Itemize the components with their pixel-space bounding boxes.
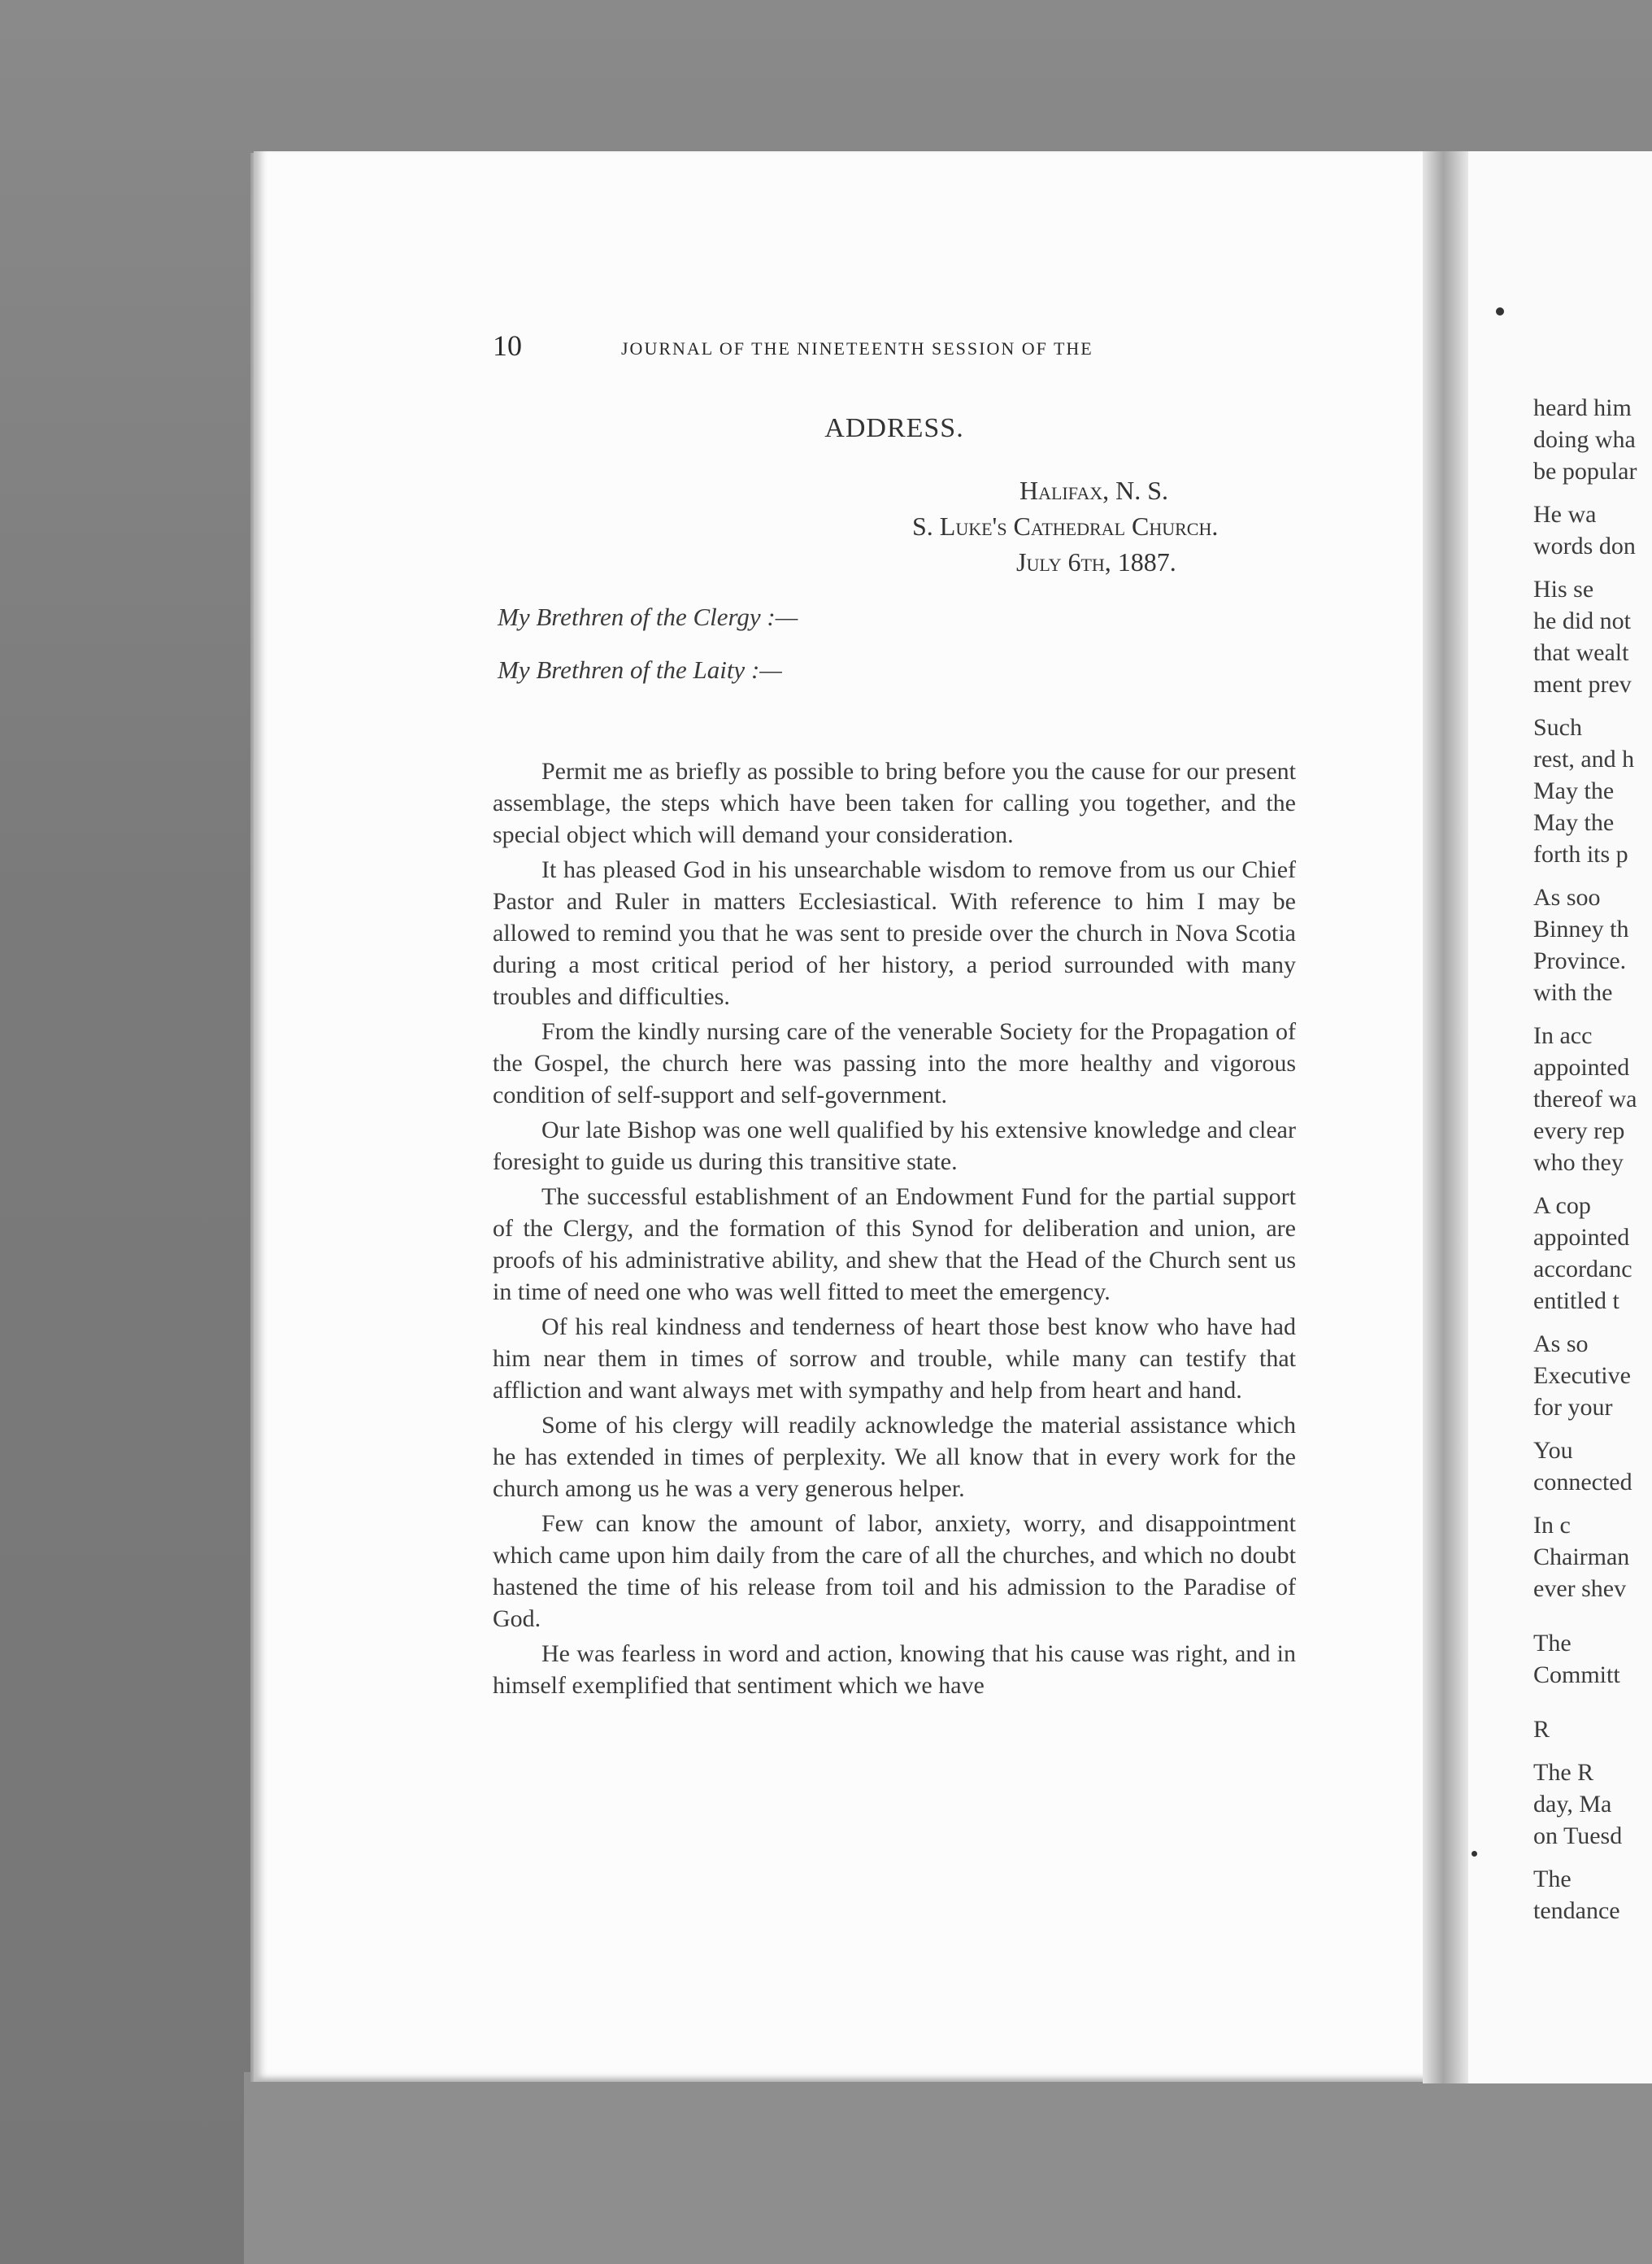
paragraph: Our late Bishop was one well qualified by his extensive knowledge and clear foresight to guide us during this transitive state. <box>493 1117 1296 1175</box>
right-page-line: May the <box>1533 777 1615 804</box>
right-page-line: rest, and h <box>1533 746 1635 773</box>
right-page-gap <box>1533 1317 1652 1328</box>
address-title: ADDRESS. <box>824 413 964 443</box>
right-page-line: The R <box>1533 1759 1594 1786</box>
paragraph: The successful establishment of an Endowment Fund for the partial support of the Clergy, and the formation of this Synod for deliberation and union, are proofs of his administrative ability, and shew that the Head of the Church sent us in time of need one who was well fitted to meet the emergency. <box>493 1183 1296 1305</box>
address-body <box>493 755 1296 1705</box>
right-page-line: he did not <box>1533 607 1631 634</box>
right-page-text-fragment <box>1533 392 1652 1927</box>
right-page-line: tendance <box>1533 1897 1620 1924</box>
right-page-line: forth its p <box>1533 841 1628 868</box>
place-line-church: S. Luke's Cathedral Church. <box>912 512 1219 541</box>
right-page-line: Chairman <box>1533 1543 1630 1570</box>
right-page-line: ever shev <box>1533 1575 1627 1602</box>
right-page-gap <box>1533 700 1652 712</box>
right-page-gap <box>1533 1423 1652 1435</box>
right-page-line: His se <box>1533 576 1594 603</box>
right-page-line: accordanc <box>1533 1256 1632 1282</box>
right-page-line: be popular <box>1533 458 1637 485</box>
right-page-line: day, Ma <box>1533 1791 1612 1818</box>
right-page-line: The <box>1533 1866 1572 1892</box>
right-page-line: You <box>1533 1437 1573 1464</box>
right-page-line: every rep <box>1533 1117 1625 1144</box>
right-page-line: May the <box>1533 809 1615 836</box>
right-page-gap <box>1533 1702 1652 1713</box>
paragraph: He was fearless in word and action, knowing that his cause was right, and in himself exemplified that sentiment which we have <box>493 1640 1296 1699</box>
paragraph: It has pleased God in his unsearchable wisdom to remove from us our Chief Pastor and Ruler in matters Ecclesiastical. With reference to him I may be allowed to remind you that he was sent to preside over the church in Nova Scotia during a most critical period of her history, a period surrounded with many troubles and difficulties. <box>493 856 1296 1010</box>
book-gutter <box>1423 151 1468 2083</box>
right-page-line: thereof wa <box>1533 1086 1637 1112</box>
right-page-line: connected <box>1533 1469 1632 1496</box>
right-page-line: on Tuesd <box>1533 1822 1623 1849</box>
right-page-gap <box>1533 1691 1652 1702</box>
right-page-line: appointed <box>1533 1054 1630 1081</box>
right-page-line: In acc <box>1533 1022 1593 1049</box>
right-page-line: Committ <box>1533 1661 1620 1688</box>
right-page <box>1468 151 1652 2083</box>
right-page-gap <box>1533 870 1652 882</box>
right-page-line: Executive <box>1533 1362 1631 1389</box>
right-page-line: with the <box>1533 979 1613 1006</box>
right-page-gap <box>1533 1852 1652 1863</box>
right-page-line: The <box>1533 1630 1572 1657</box>
ink-speck <box>1472 1851 1477 1857</box>
right-page-line: appointed <box>1533 1224 1630 1251</box>
right-page-line: for your <box>1533 1394 1613 1421</box>
right-page-gap <box>1533 487 1652 499</box>
page-number: 10 <box>493 329 522 362</box>
paragraph: Few can know the amount of labor, anxiety, worry, and disappointment which came upon him daily from the care of all the churches, and which no doubt hastened the time of his release from toil and his admission to the Paradise of God. <box>493 1510 1296 1632</box>
place-line-city: Halifax, N. S. <box>1019 476 1169 505</box>
right-page-line: Province. <box>1533 947 1627 974</box>
right-page-line: In c <box>1533 1512 1571 1539</box>
right-page-gap <box>1533 1745 1652 1757</box>
running-head: JOURNAL OF THE NINETEENTH SESSION OF THE <box>621 338 1093 359</box>
right-page-line: Binney th <box>1533 916 1629 943</box>
right-page-line: As so <box>1533 1330 1589 1357</box>
right-page-gap <box>1533 1498 1652 1509</box>
right-page-gap <box>1533 1616 1652 1627</box>
right-page-line: heard him <box>1533 394 1632 421</box>
right-page-line: who they <box>1533 1149 1624 1176</box>
ink-speck <box>1496 307 1504 316</box>
right-page-line: He wa <box>1533 501 1597 528</box>
paragraph: Permit me as briefly as possible to bring before you the cause for our present assemblage, the steps which have been taken for calling you together, and the special object which will demand your consideration. <box>493 758 1296 848</box>
right-page-line: entitled t <box>1533 1287 1619 1314</box>
place-line-date: July 6th, 1887. <box>1016 547 1176 577</box>
paragraph: From the kindly nursing care of the venerable Society for the Propagation of the Gospel, the church here was passing into the more healthy and vigorous condition of self-support and self-government. <box>493 1018 1296 1108</box>
right-page-line: ment prev <box>1533 671 1632 698</box>
paragraph: Some of his clergy will readily acknowledge the material assistance which he has extended in times of perplexity. We all know that in every work for the church among us he was a very generous helper. <box>493 1412 1296 1502</box>
salutation-laity: My Brethren of the Laity :— <box>498 655 782 684</box>
right-page-line: As soo <box>1533 884 1601 911</box>
right-page-gap <box>1533 1178 1652 1190</box>
page-header <box>493 329 1306 377</box>
right-page-line: R <box>1533 1716 1550 1743</box>
right-page-line: A cop <box>1533 1192 1591 1219</box>
right-page-line: doing wha <box>1533 426 1636 453</box>
right-page-line: Such <box>1533 714 1582 741</box>
right-page-gap <box>1533 562 1652 573</box>
right-page-line: words don <box>1533 533 1636 559</box>
right-page-gap <box>1533 1604 1652 1616</box>
salutation-clergy: My Brethren of the Clergy :— <box>498 603 798 631</box>
scanner-bed-band <box>244 2072 1652 2264</box>
right-page-gap <box>1533 1008 1652 1020</box>
paragraph: Of his real kindness and tenderness of heart those best know who have had him near them in times of sorrow and trouble, while many can testify that affliction and want always met with sympathy and help from heart and hand. <box>493 1313 1296 1404</box>
right-page-line: that wealt <box>1533 639 1629 666</box>
